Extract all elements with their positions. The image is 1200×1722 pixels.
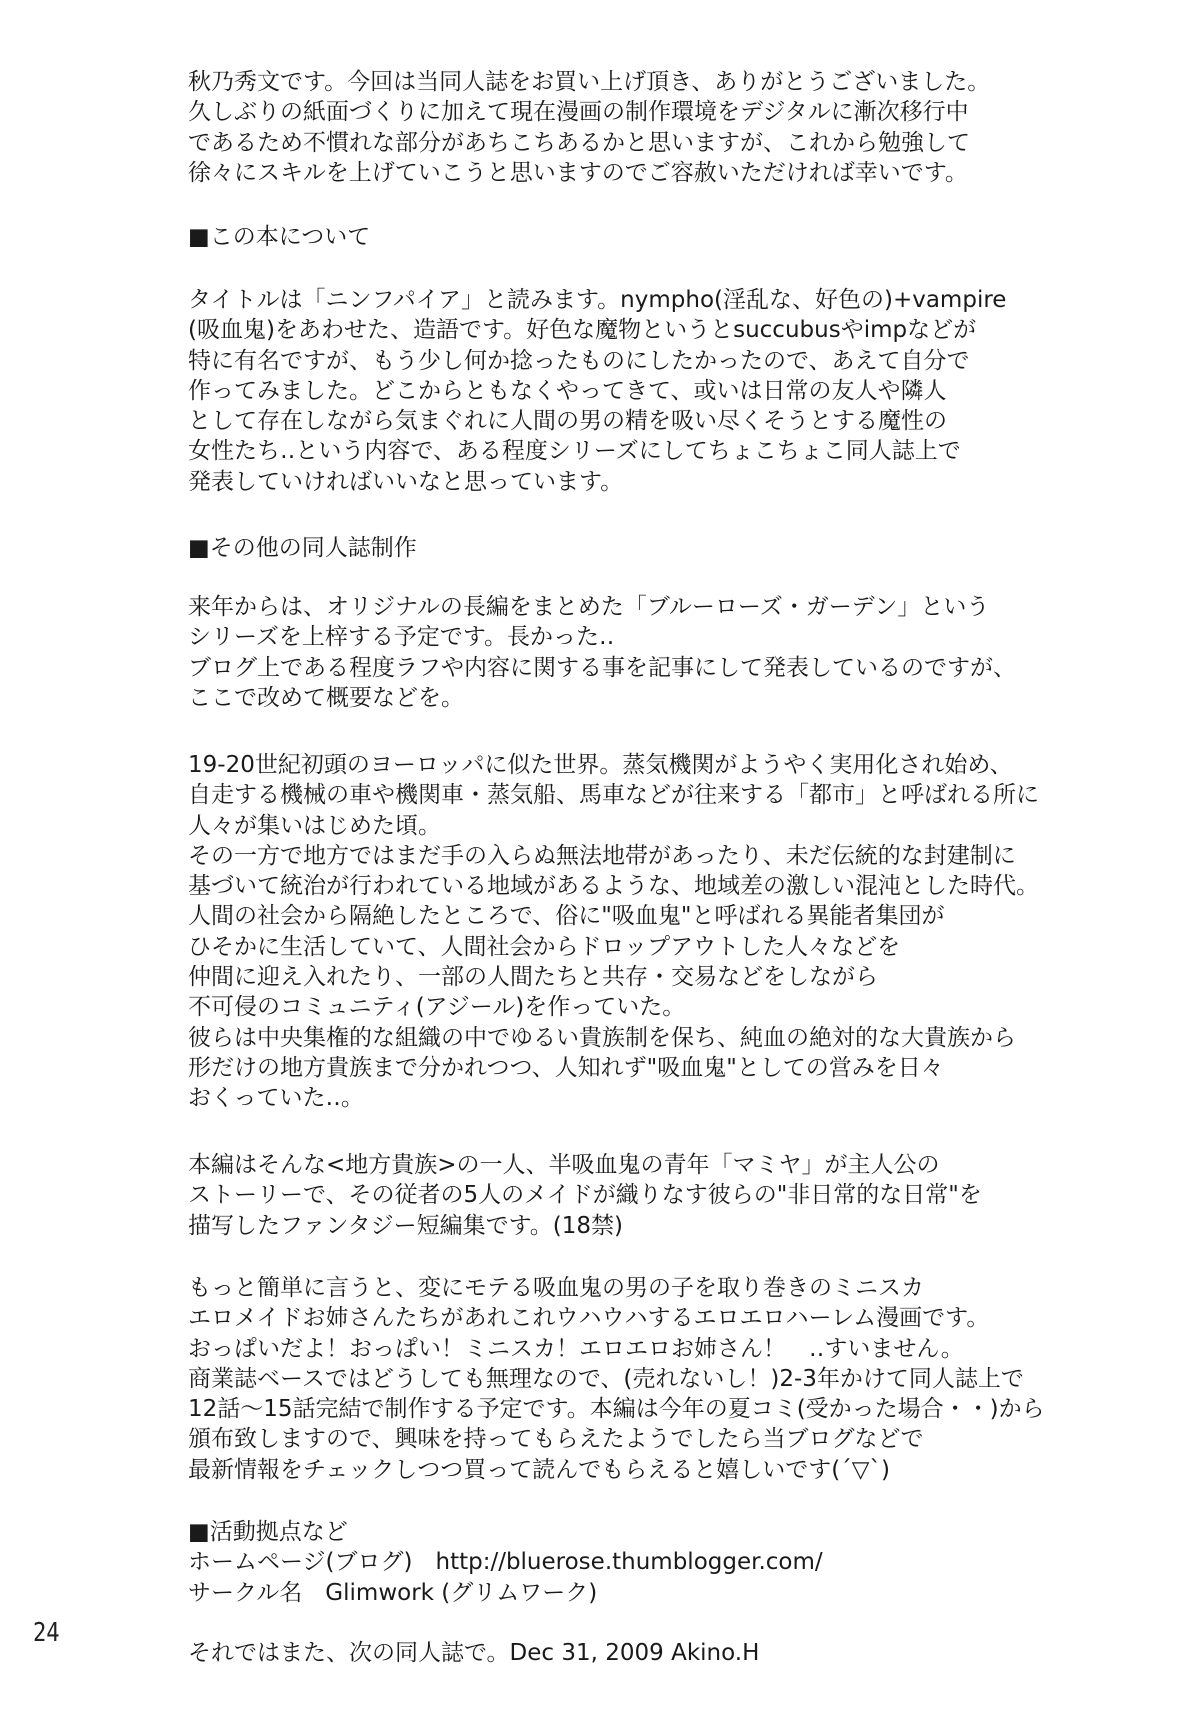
summary-paragraph bbox=[188, 1273, 1045, 1485]
text-line: 不可侵のコミュニティ(アジール)を作っていた。 bbox=[188, 994, 686, 1021]
text-line: ひそかに生活していて、人間社会からドロップアウトした人々などを bbox=[188, 933, 901, 960]
heading-other-works bbox=[188, 533, 417, 563]
text-line: タイトルは「ニンフパイア」と読みます。nympho(淫乱な、好色の)+vampire bbox=[188, 287, 1007, 313]
setting-paragraph bbox=[188, 750, 1039, 1114]
text-line: 仲間に迎え入れたり、一部の人間たちと共存・交易などをしながら bbox=[188, 964, 878, 991]
text-line: 作ってみました。どこからともなくやってきて、或いは日常の友人や隣人 bbox=[188, 377, 947, 404]
text-line: 最新情報をチェックしつつ買って読んでもらえると嬉しいです(´▽`) bbox=[188, 1456, 890, 1483]
text-line: ホームページ(ブログ) http://bluerose.thumblogger.com/ bbox=[188, 1549, 823, 1576]
text-line: ■この本について bbox=[188, 224, 371, 250]
text-line: 秋乃秀文です。今回は当同人誌をお買い上げ頂き、ありがとうございました。 bbox=[188, 69, 991, 95]
text-line: ■活動拠点など bbox=[188, 1519, 348, 1545]
text-line: 女性たち‥という内容で、ある程度シリーズにしてちょこちょこ同人誌上で bbox=[188, 438, 961, 465]
text-line: ここで改めて概要などを。 bbox=[188, 684, 464, 711]
text-line: もっと簡単に言うと、変にモテる吸血鬼の男の子を取り巻きのミニスカ bbox=[188, 1275, 924, 1301]
text-line: 本編はそんな<地方貴族>の一人、半吸血鬼の青年「マミヤ」が主人公の bbox=[188, 1152, 940, 1178]
text-line: 商業誌ベースではどうしても無理なので、(売れないし！)2-3年かけて同人誌上で bbox=[188, 1365, 1024, 1392]
text-line: それではまた、次の同人誌で。Dec 31, 2009 Akino.H bbox=[188, 1640, 760, 1666]
activity-section bbox=[188, 1517, 823, 1608]
text-line: 描写したファンタジー短編集です。(18禁) bbox=[188, 1212, 623, 1239]
text-line: 人々が集いはじめた頃。 bbox=[188, 812, 441, 839]
text-line: ■その他の同人誌制作 bbox=[188, 535, 417, 561]
text-line: 来年からは、オリジナルの長編をまとめた「ブルーローズ・ガーデン」という bbox=[188, 594, 990, 620]
page-number: 24 bbox=[33, 1618, 60, 1648]
text-line: であるため不慣れな部分があちこちあるかと思いますが、これから勉強して bbox=[188, 129, 970, 156]
text-line: おくっていた‥。 bbox=[188, 1085, 364, 1112]
text-line: 特に有名ですが、もう少し何か捻ったものにしたかったので、あえて自分で bbox=[188, 347, 970, 374]
text-line: 彼らは中央集権的な組織の中でゆるい貴族制を保ち、純血の絶対的な大貴族から bbox=[188, 1024, 1016, 1051]
text-line: 自走する機械の車や機関車・蒸気船、馬車などが往来する「都市」と呼ばれる所に bbox=[188, 782, 1039, 809]
text-line: (吸血鬼)をあわせた、造語です。好色な魔物というとsuccubusやimpなどが bbox=[188, 317, 977, 344]
text-line: 12話～15話完結で制作する予定です。本編は今年の夏コミ(受かった場合・・)から bbox=[188, 1396, 1045, 1423]
text-line: として存在しながら気まぐれに人間の男の精を吸い尽くそうとする魔性の bbox=[188, 408, 947, 435]
text-line: 徐々にスキルを上げていこうと思いますのでご容赦いただければ幸いです。 bbox=[188, 159, 968, 186]
text-line: その一方で地方ではまだ手の入らぬ無法地帯があったり、未だ伝統的な封建制に bbox=[188, 842, 1016, 869]
text-line: サークル名 Glimwork (グリムワーク) bbox=[188, 1579, 598, 1606]
intro-paragraph bbox=[188, 67, 990, 188]
text-line: 形だけの地方貴族まで分かれつつ、人知れず"吸血鬼"としての営みを日々 bbox=[188, 1054, 944, 1081]
text-line: シリーズを上梓する予定です。長かった‥ bbox=[188, 624, 615, 651]
text-line: ストーリーで、その従者の5人のメイドが織りなす彼らの"非日常的な日常"を bbox=[188, 1182, 982, 1209]
text-line: おっぱいだよ！おっぱい！ミニスカ！エロエロお姉さん！ ‥すいません。 bbox=[188, 1335, 964, 1362]
text-line: エロメイドお姉さんたちがあれこれウハウハするエロエロハーレム漫画です。 bbox=[188, 1305, 990, 1332]
text-line: 発表していければいいなと思っています。 bbox=[188, 468, 624, 495]
heading-about-book bbox=[188, 222, 370, 252]
text-line: 頒布致しますので、興味を持ってもらえたようでしたら当ブログなどで bbox=[188, 1426, 924, 1453]
closing-line bbox=[188, 1638, 759, 1668]
text-line: 19-20世紀初頭のヨーロッパに似た世界。蒸気機関がようやく実用化され始め、 bbox=[188, 752, 1013, 778]
about-book-paragraph bbox=[188, 285, 1006, 497]
text-line: 久しぶりの紙面づくりに加えて現在漫画の制作環境をデジタルに漸次移行中 bbox=[188, 99, 969, 126]
story-paragraph bbox=[188, 1150, 982, 1241]
text-line: 基づいて統治が行われている地域があるような、地域差の激しい混沌とした時代。 bbox=[188, 873, 1039, 900]
other-works-paragraph bbox=[188, 592, 1016, 713]
text-line: ブログ上である程度ラフや内容に関する事を記事にして発表しているのですが、 bbox=[188, 654, 1016, 681]
text-line: 人間の社会から隔絶したところで、俗に"吸血鬼"と呼ばれる異能者集団が bbox=[188, 903, 945, 930]
